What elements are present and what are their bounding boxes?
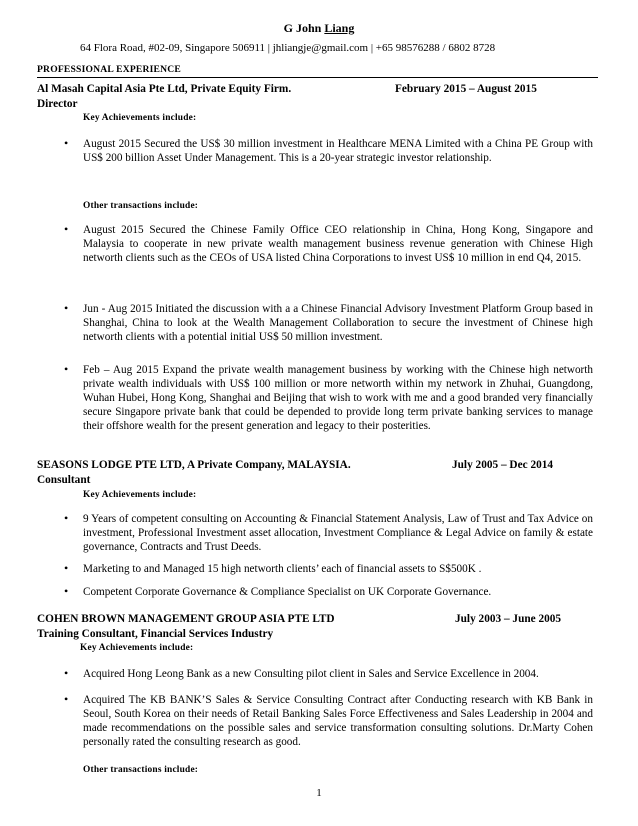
job1-achievements-label: Key Achievements include: (83, 113, 197, 123)
job1-dates: February 2015 – August 2015 (395, 83, 537, 95)
job1-bullet-1: August 2015 Secured the US$ 30 million investment in Healthcare MENA Limited with a China PE Group with US$ 200 billion Asset Under Management. This is a 20-year strategic investor relationship. (83, 138, 593, 165)
job1-other-bullet-2: Jun - Aug 2015 Initiated the discussion with a a Chinese Financial Advisory Investment Platform Group based in Shanghai, China to look at the Wealth Management Collaboration to secure the investment of Chinese high networth clients with a potential initial US$ 50 million investment. (83, 303, 593, 344)
job2-role: Consultant (37, 474, 91, 486)
job2-company: SEASONS LODGE PTE LTD, A Private Company, MALAYSIA. (37, 459, 351, 471)
section-divider (37, 77, 598, 78)
job3-role: Training Consultant, Financial Services Industry (37, 628, 274, 640)
section-title: PROFESSIONAL EXPERIENCE (37, 64, 182, 75)
contact-line: 64 Flora Road, #02-09, Singapore 506911 | jhliangje@gmail.com | +65 98576288 / 6802 8728 (80, 42, 496, 54)
job3-company: COHEN BROWN MANAGEMENT GROUP ASIA PTE LTD (37, 613, 335, 625)
bullet-icon: • (64, 136, 69, 150)
bullet-icon: • (64, 692, 69, 706)
bullet-icon: • (64, 511, 69, 525)
job2-bullet-2: Marketing to and Managed 15 high networth clients’ each of financial assets to S$500K . (83, 563, 482, 575)
bullet-icon: • (64, 584, 69, 598)
job1-other-bullet-3: Feb – Aug 2015 Expand the private wealth management business by working with the Chinese high networth private wealth individuals with US$ 100 million or more networth within my network in Zhuhai, Guangdong, Wuhan Hubei, Hong Kong, Shanghai and Beijing that wish to work with me and a good branded very financially secure Singapore private bank that could be depended to provide long term private banking services to manage their offshore wealth for the present generation and legacy to their posterities. (83, 364, 593, 433)
job1-other-label: Other transactions include: (83, 201, 199, 211)
bullet-icon: • (64, 222, 69, 236)
bullet-icon: • (64, 362, 69, 376)
job1-company: Al Masah Capital Asia Pte Ltd, Private Equity Firm. (37, 83, 292, 95)
job1-role: Director (37, 98, 78, 110)
job2-bullet-1: 9 Years of competent consulting on Accounting & Financial Statement Analysis, Law of Trust and Tax Advice on investment, Professional Investment asset allocation, Investment Compliance & Legal Advice on family & estate governance, Contracts and Trust Deeds. (83, 513, 593, 554)
page-number: 1 (316, 787, 322, 799)
job2-dates: July 2005 – Dec 2014 (452, 459, 554, 471)
candidate-first-name: G John (283, 21, 325, 35)
job1-other-bullet-1: August 2015 Secured the Chinese Family Office CEO relationship in China, Hong Kong, Singapore and Malaysia to cooperate in new private wealth management business revenue generation with Chinese High networth clients such as the CEOs of USA listed China Corporations to invest US$ 10 million in end Q4, 2015. (83, 224, 593, 265)
job3-bullet-1: Acquired Hong Leong Bank as a new Consulting pilot client in Sales and Service Excellence in 2004. (83, 668, 539, 680)
job3-bullet-2: Acquired The KB BANK’S Sales & Service Consulting Contract after Conducting research with KB Bank in Seoul, South Korea on their needs of Retail Banking Sales Force Effectiveness and Sales Leadership in 2004 and made recommendations on the possible sales and service transformation consulting solutions. Dr.Marty Cohen personally rated the consulting research as good. (83, 694, 593, 749)
bullet-icon: • (64, 561, 69, 575)
job2-bullet-3: Competent Corporate Governance & Compliance Specialist on UK Corporate Governance. (83, 586, 492, 598)
candidate-name (0, 21, 638, 36)
bullet-icon: • (64, 666, 69, 680)
bullet-icon: • (64, 301, 69, 315)
job3-dates: July 2003 – June 2005 (455, 613, 562, 625)
job3-achievements-label: Key Achievements include: (80, 643, 194, 653)
job2-achievements-label: Key Achievements include: (83, 490, 197, 500)
candidate-last-name: Liang (324, 21, 355, 35)
job3-other-label: Other transactions include: (83, 765, 199, 775)
